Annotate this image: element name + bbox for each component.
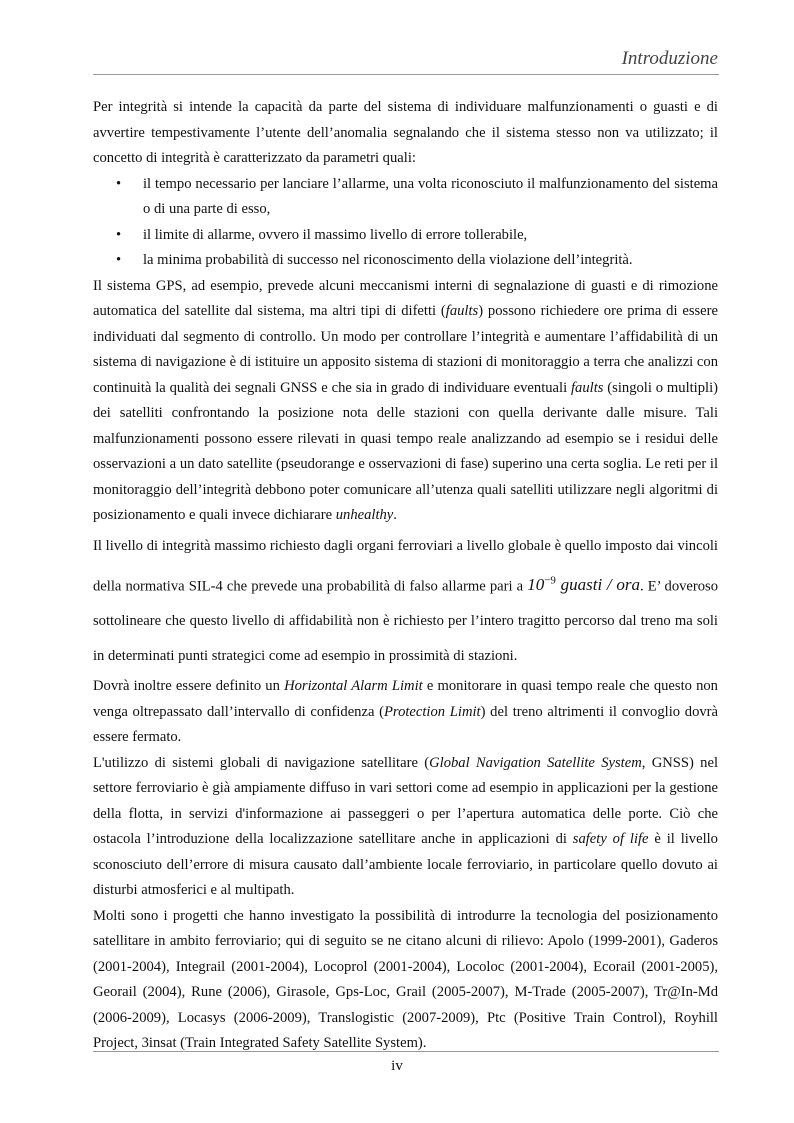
running-header-title: Introduzione (621, 48, 718, 69)
paragraph-gps-faults: Il sistema GPS, ad esempio, prevede alcuni meccanismi interni di segnalazione di guasti e di rimozione automatica del satellite dal sistema, ma altri tipi di difetti (faults) possono richiedere ore prima di essere individuati dal segmento di controllo. Un modo per controllare l’integrità e aumentare l’affidabilità di un sistema di navigazione è di istituire un apposito sistema di stazioni di monitoraggio a terra che analizzi con continuità la qualità dei segnali GNSS e che sia in grado di individuare eventuali faults (singoli o multipli) dei satelliti confrontando la posizione nota delle stazioni con quella derivante dalle misure. Tali malfunzionamenti possono essere rilevati in quasi tempo reale analizzando ad esempio se i residui delle osservazioni a un dato satellite (pseudorange e osservazioni di fase) superino una certa soglia. Le reti per il monitoraggio dell’integrità debbono poter comunicare all’utenza quali satelliti utilizzare negli algoritmi di posizionamento e quali invece dichiarare unhealthy. (93, 277, 718, 523)
paragraph-gnss-railway: L'utilizzo di sistemi globali di navigazione satellitare (Global Navigation Satellite System, GNSS) nel settore ferroviario è già ampiamente diffuso in vari settori come ad esempio in applicazioni per la gestione della flotta, in servizi d'informazione ai passeggeri o per l’apertura automatica delle porte. Ciò che ostacola l’introduzione della localizzazione satellitare anche in applicazioni di safety of life è il livello sconosciuto dell’errore di misura causato dall’ambiente locale ferroviario, in particolare quello dovuto ai disturbi atmosferici e al multipath. (93, 754, 718, 899)
page-body (93, 95, 718, 1057)
list-item: • il tempo necessario per lanciare l’allarme, una volta riconosciuto il malfunzionamento del sistema o di una parte di esso, (93, 172, 718, 223)
paragraph-sil4: Il livello di integrità massimo richiesto dagli organi ferroviari a livello globale è quello imposto dai vincoli della normativa SIL-4 che prevede una probabilità di falso allarme pari a $10^{-9}$ guasti / ora. E’ doveroso sottolineare che questo livello di affidabilità non è richiesto per l’intero tragitto percorso dal treno ma soli in determinati punti strategici come ad esempio in prossimità di stazioni. (93, 537, 719, 665)
header-divider (93, 74, 719, 75)
list-item: • la minima probabilità di successo nel riconoscimento della violazione dell’integrità. (93, 248, 718, 274)
paragraph-alarm-limit: Dovrà inoltre essere definito un Horizontal Alarm Limit e monitorare in quasi tempo reale che questo non venga oltrepassato dall’intervallo di confidenza (Protection Limit) del treno altrimenti il convoglio dovrà essere fermato. (93, 678, 718, 746)
paragraph-projects: Molti sono i progetti che hanno investigato la possibilità di introdurre la tecnologia del posizionamento satellitare in ambito ferroviario; qui di seguito se ne citano alcuni di rilievo: Apolo (1999-2001), Gaderos (2001-2004), Integrail (2001-2004), Locoprol (2001-2004), Locoloc (2001-2004), Ecorail (2001-2005), Georail (2004), Rune (2006), Girasole, Gps-Loc, Grail (2005-2007), M-Trade (2005-2007), Tr@In-Md (2006-2009), Locasys (2006-2009), Translogistic (2007-2009), Ptc (Positive Train Control), Royhill Project, 3insat (Train Integrated Safety Satellite System). (93, 907, 718, 1052)
page-number: iv (391, 1058, 403, 1074)
footer-divider (93, 1051, 719, 1052)
integrity-parameters-list (93, 172, 718, 274)
false-alarm-formula: $10^{-9}$ guasti / ora (527, 574, 640, 595)
list-item: • il limite di allarme, ovvero il massimo livello di errore tollerabile, (93, 223, 718, 249)
paragraph-integrity-definition: Per integrità si intende la capacità da parte del sistema di individuare malfunzionamenti o guasti e di avvertire tempestivamente l’utente dell’anomalia segnalando che il sistema stesso non va utilizzato; il concetto di integrità è caratterizzato da parametri quali: (93, 99, 718, 166)
